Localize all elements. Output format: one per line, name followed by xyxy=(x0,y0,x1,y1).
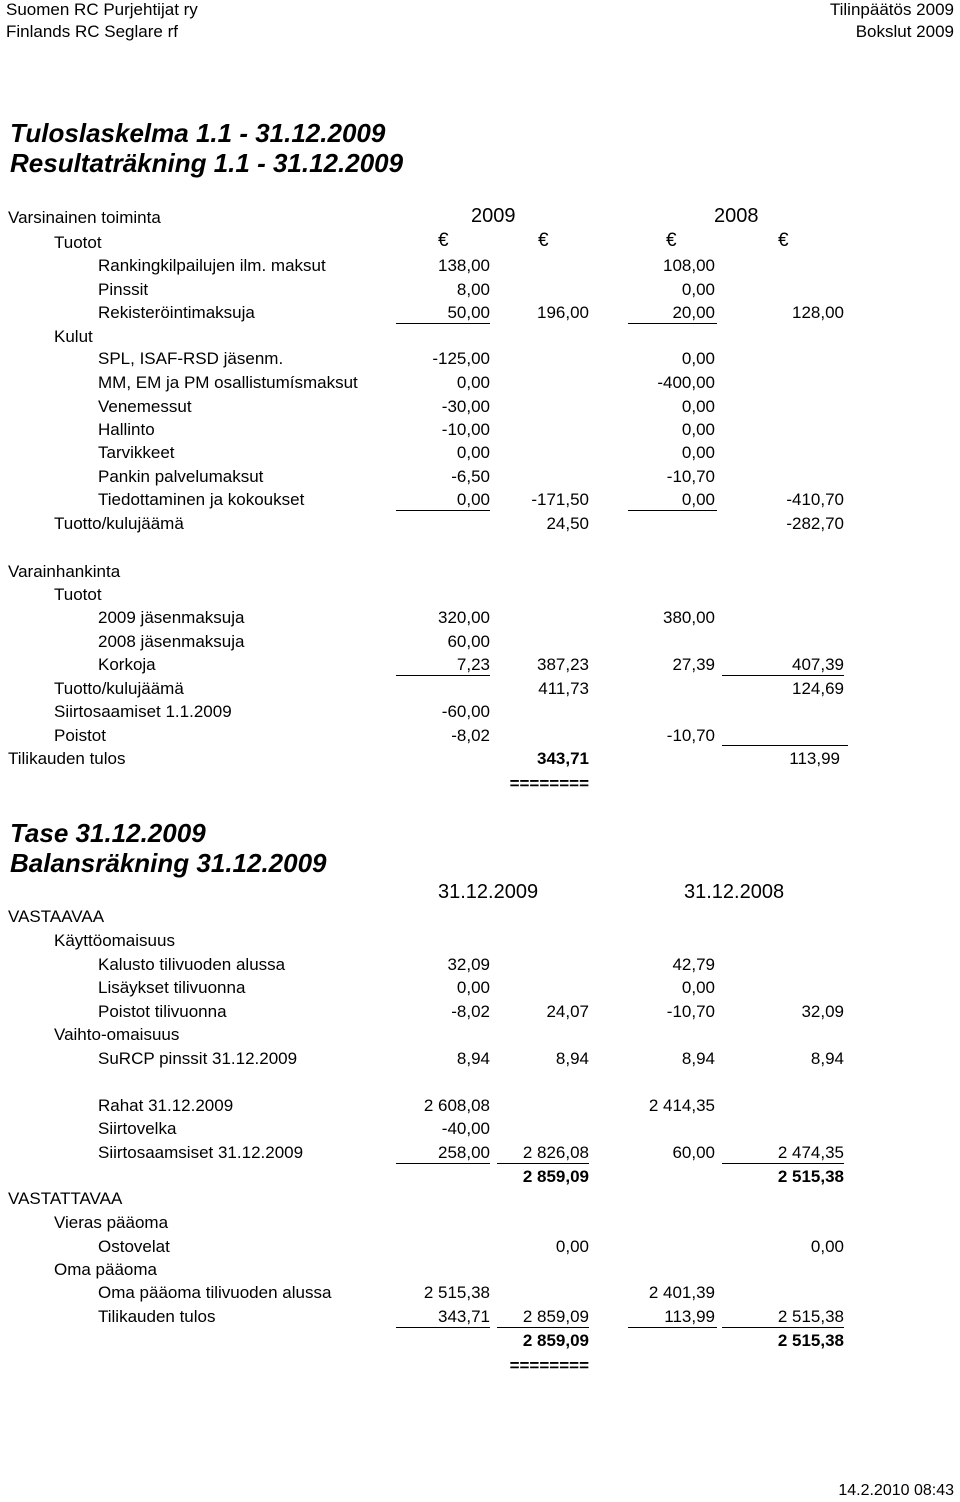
table-row xyxy=(0,1142,960,1164)
value: 8,00 xyxy=(456,280,490,299)
euro-sign-1: € xyxy=(438,230,449,251)
row-label: Tuotto/kulujäämä xyxy=(54,679,184,698)
value: 20,00 xyxy=(672,303,715,322)
row-label: Venemessut xyxy=(98,397,192,416)
total-value: 2 515,38 xyxy=(777,1331,844,1350)
total-row xyxy=(0,1330,960,1352)
value: -171,50 xyxy=(531,490,589,509)
value: 2 608,08 xyxy=(423,1096,490,1115)
print-timestamp: 14.2.2010 08:43 xyxy=(838,1482,954,1499)
value: 108,00 xyxy=(663,256,715,275)
table-row xyxy=(0,466,960,488)
table-row xyxy=(0,372,960,394)
oma-row xyxy=(0,1259,960,1281)
table-row xyxy=(0,678,960,700)
row-label: Rankingkilpailujen ilm. maksut xyxy=(98,256,326,275)
row-label: Korkoja xyxy=(98,655,156,674)
row-label: Pankin palvelumaksut xyxy=(98,467,264,486)
euro-sign-2: € xyxy=(538,230,549,251)
value: 2 859,09 xyxy=(522,1307,589,1326)
underline xyxy=(396,1163,490,1164)
euro-sign-4: € xyxy=(778,230,789,251)
value: 50,00 xyxy=(447,303,490,322)
table-row xyxy=(0,1095,960,1117)
row-label: Poistot tilivuonna xyxy=(98,1002,227,1021)
row-label: Tiedottaminen ja kokoukset xyxy=(98,490,305,509)
value: 0,00 xyxy=(456,373,490,392)
tuotot-label: Tuotot xyxy=(54,585,102,604)
vastaavaa-row xyxy=(0,906,960,928)
value: 138,00 xyxy=(438,256,490,275)
vastattavaa-row xyxy=(0,1188,960,1210)
table-row xyxy=(0,348,960,370)
org-name-fi: Suomen RC Purjehtijat ry xyxy=(6,0,198,19)
vaihto-row xyxy=(0,1024,960,1046)
equals-row xyxy=(0,1355,960,1377)
table-row xyxy=(0,419,960,441)
underline xyxy=(628,1327,717,1328)
value: 32,09 xyxy=(801,1002,844,1021)
underline xyxy=(722,1327,844,1328)
table-row xyxy=(0,279,960,301)
date-col-1: 31.12.2009 xyxy=(438,881,539,903)
value: 0,00 xyxy=(681,490,715,509)
euro-sign-3: € xyxy=(666,230,677,251)
table-row xyxy=(0,442,960,464)
value: 0,00 xyxy=(456,490,490,509)
equals-row xyxy=(0,773,960,795)
table-row xyxy=(0,654,960,676)
date-col-2: 31.12.2008 xyxy=(684,881,785,903)
value: -10,70 xyxy=(666,726,715,745)
org-name-sv: Finlands RC Seglare rf xyxy=(6,22,178,41)
underline xyxy=(396,323,490,324)
table-row xyxy=(0,631,960,653)
value: 113,99 xyxy=(664,1307,715,1326)
value: -60,00 xyxy=(441,702,490,721)
income-title-fi: Tuloslaskelma 1.1 - 31.12.2009 xyxy=(10,118,386,148)
year-2009: 2009 xyxy=(471,205,516,227)
kaytto-row xyxy=(0,930,960,952)
vastattavaa-label: VASTATTAVAA xyxy=(8,1189,123,1208)
tuotot-row xyxy=(0,232,960,254)
table-row xyxy=(0,396,960,418)
value: -125,00 xyxy=(432,349,490,368)
value: 380,00 xyxy=(663,608,715,627)
row-label: Rekisteröintimaksuja xyxy=(98,303,255,322)
value: 2 414,35 xyxy=(648,1096,715,1115)
row-label: Siirtosaamiset 1.1.2009 xyxy=(54,702,232,721)
value: 320,00 xyxy=(438,608,490,627)
value: 2 515,38 xyxy=(777,1307,844,1326)
value: -282,70 xyxy=(786,514,844,533)
kulut-row xyxy=(0,326,960,348)
value: 8,94 xyxy=(456,1049,490,1068)
value: 24,50 xyxy=(546,514,589,533)
value: 124,69 xyxy=(792,679,844,698)
value: 2 515,38 xyxy=(423,1283,490,1302)
value: 2 474,35 xyxy=(777,1143,844,1162)
row-label: Poistot xyxy=(54,726,106,745)
result-value: 343,71 xyxy=(537,749,589,768)
row-label: Tarvikkeet xyxy=(98,443,175,462)
row-label: Pinssit xyxy=(98,280,149,299)
underline xyxy=(628,323,717,324)
table-row xyxy=(0,302,960,324)
value: 2 401,39 xyxy=(648,1283,715,1302)
kayttoomaisuus-label: Käyttöomaisuus xyxy=(54,931,175,950)
underline xyxy=(722,1163,844,1164)
underline xyxy=(722,745,848,746)
value: 0,00 xyxy=(681,349,715,368)
table-row xyxy=(0,1236,960,1258)
value: 0,00 xyxy=(681,280,715,299)
value: 0,00 xyxy=(456,443,490,462)
value: 0,00 xyxy=(681,420,715,439)
value: -10,00 xyxy=(441,420,490,439)
underline xyxy=(396,1327,490,1328)
vieras-row xyxy=(0,1212,960,1234)
value: -8,02 xyxy=(451,1002,490,1021)
value: 8,94 xyxy=(681,1049,715,1068)
value: 32,09 xyxy=(447,955,490,974)
value: -30,00 xyxy=(441,397,490,416)
table-row xyxy=(0,489,960,511)
table-row xyxy=(0,1118,960,1140)
row-label: Oma pääoma tilivuoden alussa xyxy=(98,1283,332,1302)
underline xyxy=(722,675,844,676)
row-label: Tilikauden tulos xyxy=(8,749,126,768)
value: 196,00 xyxy=(537,303,589,322)
total-value: 2 859,09 xyxy=(522,1331,589,1350)
varainhankinta-label: Varainhankinta xyxy=(8,562,121,581)
value: 2 826,08 xyxy=(522,1143,589,1162)
vastaavaa-label: VASTAAVAA xyxy=(8,907,105,926)
value: 0,00 xyxy=(810,1237,844,1256)
table-row xyxy=(0,607,960,629)
value: -6,50 xyxy=(451,467,490,486)
value: 258,00 xyxy=(438,1143,490,1162)
row-label: Siirtosaamsiset 31.12.2009 xyxy=(98,1143,304,1162)
row-label: Siirtovelka xyxy=(98,1119,177,1138)
value: -400,00 xyxy=(657,373,715,392)
year-2008: 2008 xyxy=(714,205,759,227)
total-row xyxy=(0,1166,960,1188)
value: -10,70 xyxy=(666,1002,715,1021)
row-label: MM, EM ja PM osallistumísmaksut xyxy=(98,373,358,392)
doc-title-sv: Bokslut 2009 xyxy=(855,22,954,41)
value: 7,23 xyxy=(456,655,490,674)
row-label: SuRCP pinssit 31.12.2009 xyxy=(98,1049,298,1068)
table-row xyxy=(0,701,960,723)
value: 407,39 xyxy=(792,655,844,674)
row-label: Tilikauden tulos xyxy=(98,1307,216,1326)
value: -8,02 xyxy=(451,726,490,745)
tuotot-label: Tuotot xyxy=(54,233,102,252)
value: 0,00 xyxy=(555,1237,589,1256)
value: 60,00 xyxy=(672,1143,715,1162)
underline xyxy=(396,675,490,676)
doc-title-fi: Tilinpäätös 2009 xyxy=(829,0,954,19)
underline xyxy=(396,510,490,511)
value: 8,94 xyxy=(810,1049,844,1068)
income-title-sv: Resultaträkning 1.1 - 31.12.2009 xyxy=(10,148,404,178)
value: 0,00 xyxy=(681,443,715,462)
row-label: Hallinto xyxy=(98,420,155,439)
value: -40,00 xyxy=(441,1119,490,1138)
table-row xyxy=(0,954,960,976)
table-row xyxy=(0,1001,960,1023)
varainhankinta-row xyxy=(0,561,960,583)
underline xyxy=(497,1327,589,1328)
vaihto-omaisuus-label: Vaihto-omaisuus xyxy=(54,1025,180,1044)
value: 113,99 xyxy=(789,749,840,768)
table-row xyxy=(0,725,960,747)
table-row xyxy=(0,1282,960,1304)
table-row xyxy=(0,1048,960,1070)
vieras-paaoma-label: Vieras pääoma xyxy=(54,1213,169,1232)
table-row xyxy=(0,513,960,535)
row-label: SPL, ISAF-RSD jäsenm. xyxy=(98,349,284,368)
value: 60,00 xyxy=(447,632,490,651)
balance-title-fi: Tase 31.12.2009 xyxy=(10,818,206,848)
row-label: 2008 jäsenmaksuja xyxy=(98,632,245,651)
row-label: Tuotto/kulujäämä xyxy=(54,514,184,533)
value: 0,00 xyxy=(456,978,490,997)
tuotot2-row xyxy=(0,584,960,606)
value: 387,23 xyxy=(537,655,589,674)
balance-title-sv: Balansräkning 31.12.2009 xyxy=(10,848,327,878)
row-label: Ostovelat xyxy=(98,1237,170,1256)
kulut-label: Kulut xyxy=(54,327,93,346)
row-label: Kalusto tilivuoden alussa xyxy=(98,955,286,974)
value: 0,00 xyxy=(681,397,715,416)
double-underline: ======== xyxy=(509,774,589,793)
row-label: Rahat 31.12.2009 xyxy=(98,1096,234,1115)
value: 343,71 xyxy=(438,1307,490,1326)
total-value: 2 859,09 xyxy=(522,1167,589,1186)
section-label: Varsinainen toiminta xyxy=(8,208,161,227)
value: 0,00 xyxy=(681,978,715,997)
total-value: 2 515,38 xyxy=(777,1167,844,1186)
underline xyxy=(628,510,717,511)
table-row xyxy=(0,977,960,999)
oma-paaoma-label: Oma pääoma xyxy=(54,1260,157,1279)
row-label: 2009 jäsenmaksuja xyxy=(98,608,245,627)
table-row xyxy=(0,1306,960,1328)
value: 411,73 xyxy=(538,679,589,698)
value: 24,07 xyxy=(546,1002,589,1021)
value: -10,70 xyxy=(666,467,715,486)
value: -410,70 xyxy=(786,490,844,509)
value: 27,39 xyxy=(672,655,715,674)
value: 42,79 xyxy=(672,955,715,974)
value: 128,00 xyxy=(792,303,844,322)
underline xyxy=(497,1163,589,1164)
row-label: Lisäykset tilivuonna xyxy=(98,978,246,997)
table-row xyxy=(0,748,960,770)
table-row xyxy=(0,255,960,277)
double-underline: ======== xyxy=(509,1356,589,1375)
value: 8,94 xyxy=(555,1049,589,1068)
